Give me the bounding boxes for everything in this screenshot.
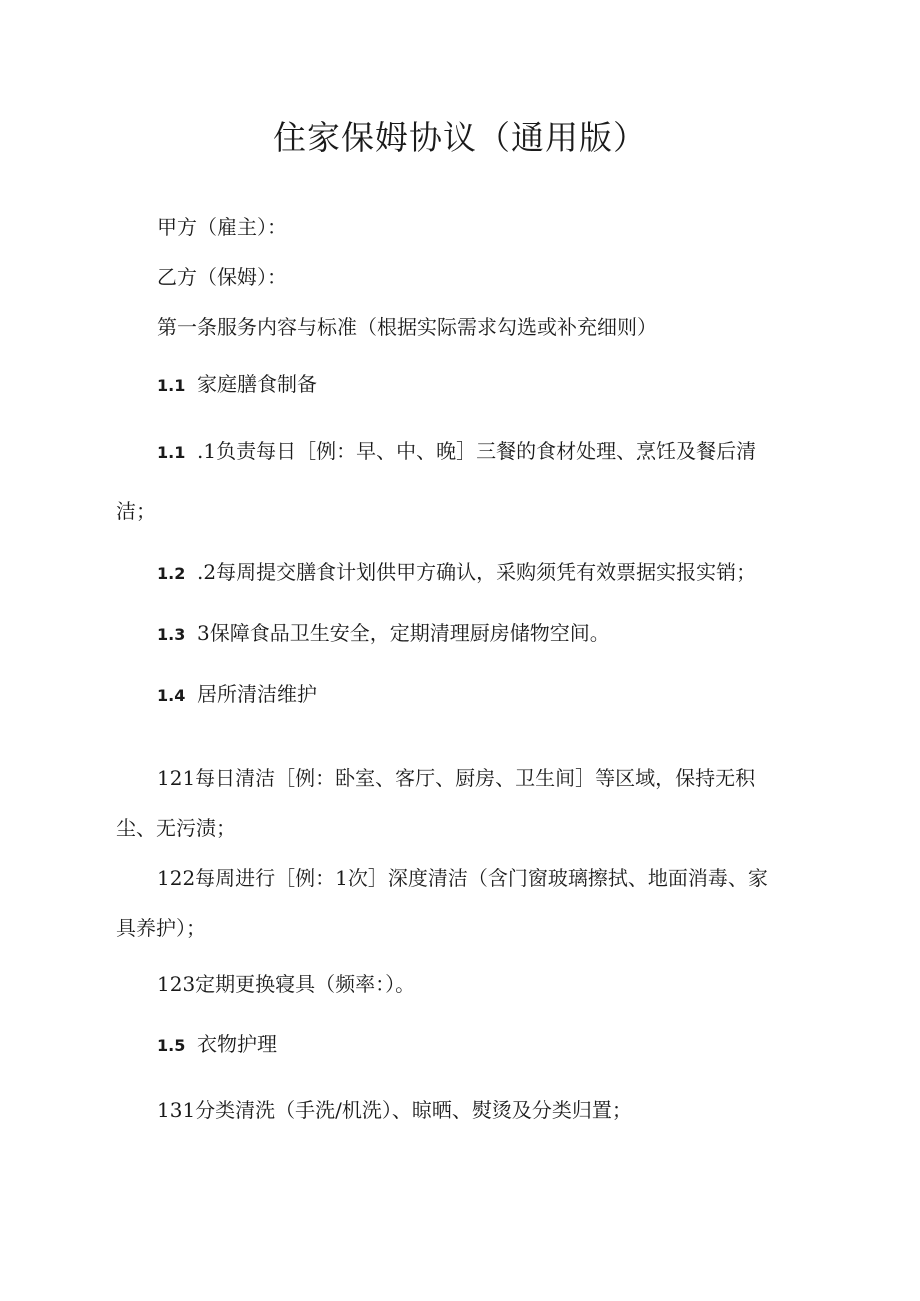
clause-1-3 — [157, 619, 610, 649]
clause-1-2-2-continuation: 具养护）； — [116, 916, 206, 940]
clause-text: .1负责每日［例：早、中、晚］三餐的食材处理、烹饪及餐后清 — [197, 439, 757, 463]
clause-1-3-1: 131分类清洗（手洗/机洗）、晾晒、熨烫及分类归置； — [157, 1098, 632, 1122]
clause-1-2-2: 122每周进行［例：1次］深度清洁（含门窗玻璃擦拭、地面消毒、家 — [157, 866, 768, 890]
clause-1-1-heading — [157, 370, 317, 400]
clause-text: 衣物护理 — [197, 1032, 277, 1056]
clause-1-1-1 — [157, 437, 756, 467]
party-b-line: 乙方（保姆）： — [157, 265, 287, 289]
clause-text: 居所清洁维护 — [197, 682, 317, 706]
clause-number: 1.5 — [157, 1036, 186, 1055]
clause-number: 1.1 — [157, 443, 186, 462]
clause-text: 3保障食品卫生安全，定期清理厨房储物空间。 — [197, 621, 610, 645]
clause-number: 1.1 — [157, 376, 186, 395]
clause-number: 1.4 — [157, 686, 186, 705]
clause-1-2-1-continuation: 尘、无污渍； — [116, 816, 236, 840]
clause-text: .2每周提交膳食计划供甲方确认，采购须凭有效票据实报实销； — [197, 560, 757, 584]
clause-1-1-1-continuation: 洁； — [116, 499, 156, 523]
clause-1-4-heading — [157, 680, 317, 710]
article1-heading: 第一条服务内容与标准（根据实际需求勾选或补充细则） — [157, 315, 657, 339]
clause-1-5-heading — [157, 1030, 277, 1060]
clause-1-2-1: 121每日清洁［例：卧室、客厅、厨房、卫生间］等区域，保持无积 — [157, 766, 756, 790]
clause-1-2 — [157, 558, 756, 588]
clause-text: 家庭膳食制备 — [197, 372, 317, 396]
clause-1-2-3: 123定期更换寝具（频率：）。 — [157, 972, 416, 996]
clause-number: 1.3 — [157, 625, 186, 644]
document-title: 住家保姆协议（通用版） — [273, 118, 647, 157]
party-a-line: 甲方（雇主）： — [157, 215, 287, 239]
clause-number: 1.2 — [157, 564, 186, 583]
